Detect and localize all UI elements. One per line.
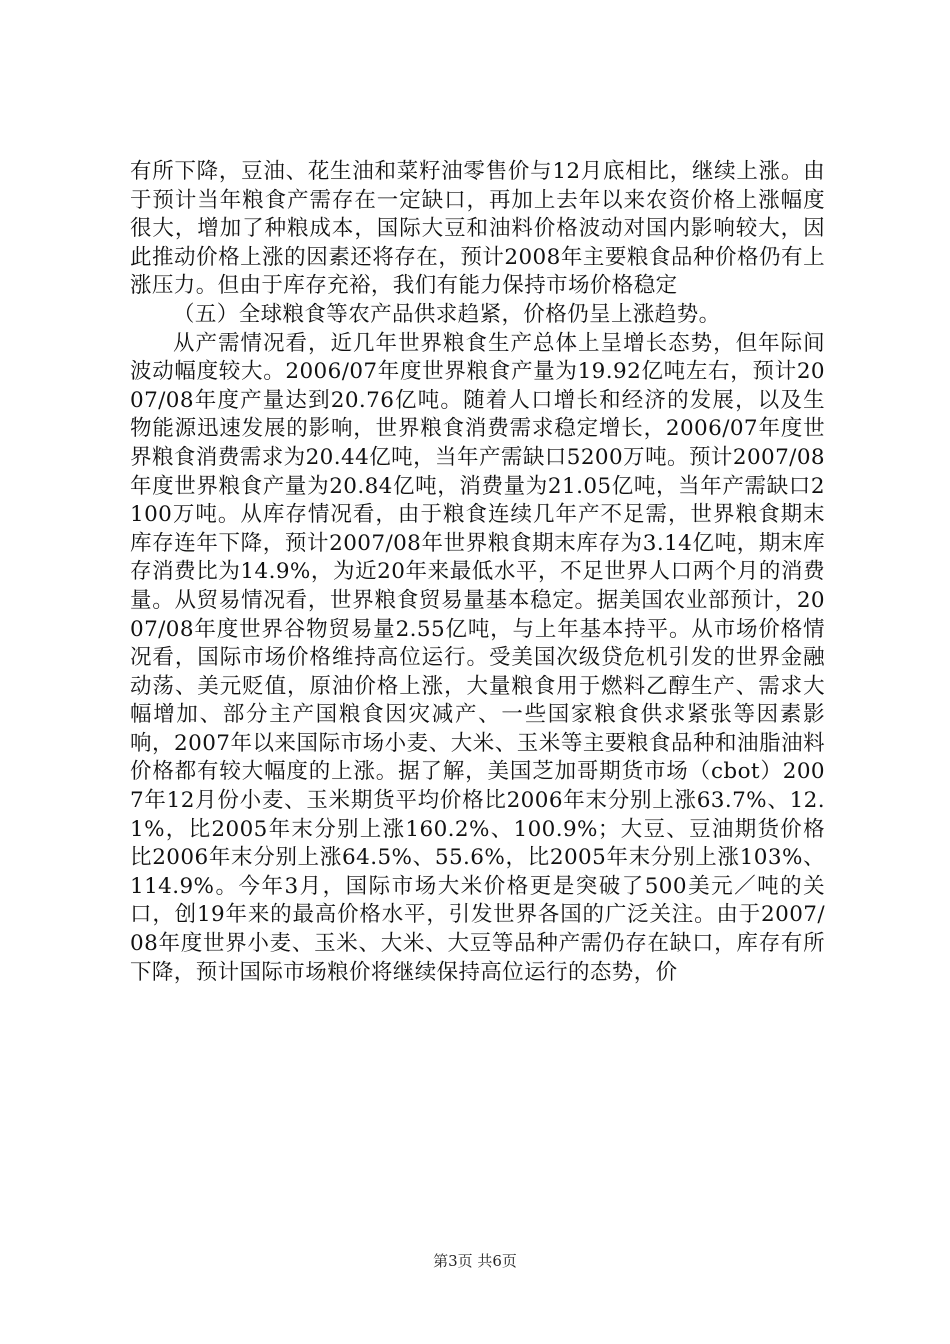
paragraph-grain-oil-prices: 有所下降，豆油、花生油和菜籽油零售价与12月底相比，继续上涨。由于预计当年粮食产需存在一定缺口，再加上去年以来农资价格上涨幅度很大，增加了种粮成本，国际大豆和油料价格波动对国内影响较大，因此推动价格上涨的因素还将存在，预计2008年主要粮食品种价格仍有上涨压力。但由于库存充裕，我们有能力保持市场价格稳定: [130, 159, 825, 299]
body-text: [130, 158, 825, 987]
page-footer: 第3页 共6页: [433, 1252, 517, 1270]
section-heading-global-grain: （五）全球粮食等农产品供求趋紧，价格仍呈上涨趋势。: [173, 301, 721, 327]
paragraph-global-supply-demand: 从产需情况看，近几年世界粮食生产总体上呈增长态势，但年际间波动幅度较大。2006/07年度世界粮食产量为19.92亿吨左右，预计2007/08年度产量达到20.76亿吨。随着人口增长和经济的发展，以及生物能源迅速发展的影响，世界粮食消费需求稳定增长，2006/07年度世界粮食消费需求为20.44亿吨，当年产需缺口5200万吨。预计2007/08年度世界粮食产量为20.84亿吨，消费量为21.05亿吨，当年产需缺口2100万吨。从库存情况看，由于粮食连续几年产不足需，世界粮食期末库存连年下降，预计2007/08年世界粮食期末库存为3.14亿吨，期末库存消费比为14.9%，为近20年来最低水平，不足世界人口两个月的消费量。从贸易情况看，世界粮食贸易量基本稳定。据美国农业部预计，2007/08年度世界谷物贸易量2.55亿吨，与上年基本持平。从市场价格情况看，国际市场价格维持高位运行。受美国次级贷危机引发的世界金融动荡、美元贬值，原油价格上涨，大量粮食用于燃料乙醇生产、需求大幅增加、部分主产国粮食因灾减产、一些国家粮食供求紧张等因素影响，2007年以来国际市场小麦、大米、玉米等主要粮食品种和油脂油料价格都有较大幅度的上涨。据了解，美国芝加哥期货市场（cbot）2007年12月份小麦、玉米期货平均价格比2006年末分别上涨63.7%、12.1%，比2005年末分别上涨160.2%、100.9%；大豆、豆油期货价格比2006年末分别上涨64.5%、55.6%，比2005年末分别上涨103%、114.9%。今年3月，国际市场大米价格更是突破了500美元／吨的关口，创19年来的最高价格水平，引发世界各国的广泛关注。由于2007/08年度世界小麦、玉米、大米、大豆等品种产需仍存在缺口，库存有所下降，预计国际市场粮价将继续保持高位运行的态势，价: [130, 330, 825, 985]
